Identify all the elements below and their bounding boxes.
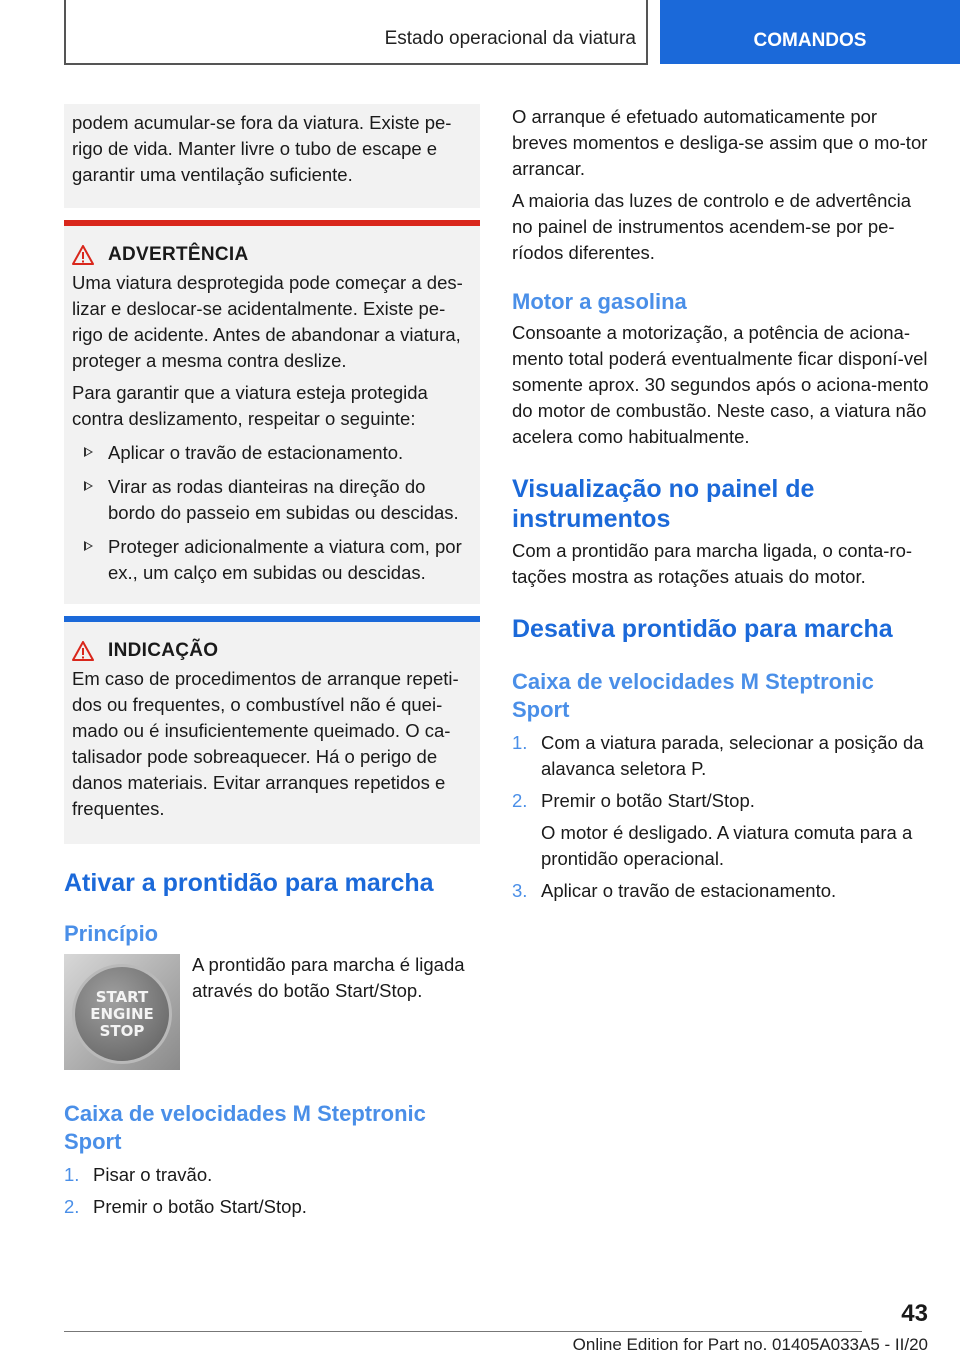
warning-box <box>64 220 480 604</box>
heading-visualizacao: Visualização no painel de instrumentos <box>512 475 815 533</box>
button-label: STOP <box>99 1021 145 1040</box>
right-column <box>512 104 930 904</box>
list-item: Virar as rodas dianteiras na direção do bordo do passeio em subidas ou descidas. <box>72 474 472 526</box>
list-item <box>64 1162 480 1188</box>
footer-rule <box>64 1331 862 1332</box>
right-paragraph-2: A maioria das luzes de controlo e de advertência no painel de instrumentos acendem-se por pe-ríodos diferentes. <box>512 190 912 263</box>
warning-title-text: ADVERTÊNCIA <box>108 244 249 265</box>
button-label: ENGINE <box>90 1004 154 1023</box>
warning-paragraph-2: Para garantir que a viatura esteja protegida contra deslizamento, respeitar o seguinte: <box>72 382 428 429</box>
principio-text: A prontidão para marcha é ligada através do botão Start/Stop. <box>192 954 465 1001</box>
step-number: 1. <box>512 732 528 753</box>
list-item <box>512 878 930 904</box>
warning-triangle-icon <box>72 641 94 661</box>
start-stop-button-face <box>72 964 172 1064</box>
header-chapter-tab[interactable]: COMANDOS <box>660 0 960 64</box>
step-text: Premir o botão Start/Stop. <box>93 1196 307 1217</box>
step-text: Premir o botão Start/Stop. <box>541 790 755 811</box>
list-item <box>512 730 930 782</box>
heading-ativar: Ativar a prontidão para marcha <box>64 869 434 897</box>
heading-principio: Princípio <box>64 921 159 946</box>
list-item: Proteger adicionalmente a viatura com, por ex., um calço em subidas ou descidas. <box>72 534 472 586</box>
note-box <box>64 616 480 844</box>
step-number: 2. <box>64 1196 80 1217</box>
note-paragraph: Em caso de procedimentos de arranque repeti-dos ou frequentes, o combustível não é quei-mado ou é insuficientemente queimado. O ca-talisador pode sobreaquecer. Há o perigo de danos materiais. Evitar arranques repetidos e frequentes. <box>72 668 459 819</box>
step-text: Com a viatura parada, selecionar a posição da alavanca seletora P. <box>541 732 924 779</box>
header-rule-right <box>646 0 648 64</box>
principio-row <box>64 954 480 1070</box>
header-rule-left <box>64 0 66 64</box>
steps-list-right <box>512 730 930 904</box>
note-title-text: INDICAÇÃO <box>108 640 219 661</box>
warning-paragraph-1: Uma viatura desprotegida pode começar a des-lizar e deslocar-se acidentalmente. Existe pe-rigo de acidente. Antes de abandonar a viatura, proteger a mesma contra deslize. <box>72 272 463 371</box>
list-item <box>512 788 930 814</box>
header-rule-bottom <box>64 63 648 65</box>
list-item: Aplicar o travão de estacionamento. <box>72 440 472 466</box>
step-number: 2. <box>512 790 528 811</box>
step-number: 3. <box>512 880 528 901</box>
heading-caixa-left: Caixa de velocidades M Steptronic Sport <box>64 1101 426 1154</box>
left-column <box>64 104 480 1220</box>
list-item <box>64 1194 480 1220</box>
button-label: START <box>95 987 149 1006</box>
visual-text: Com a prontidão para marcha ligada, o conta-ro-tações mostra as rotações atuais do motor. <box>512 540 913 587</box>
page-number: 43 <box>901 1300 928 1327</box>
motor-text: Consoante a motorização, a potência de aciona-mento total poderá eventualmente ficar disponí-vel somente aprox. 30 segundos após o aciona-mento do motor de combustão. Neste caso, a viatura não acelera como habitualmente. <box>512 322 929 447</box>
edition-text: Online Edition for Part no. 01405A033A5 - II/20 <box>572 1335 928 1354</box>
step-continuation: O motor é desligado. A viatura comuta para a prontidão operacional. <box>541 822 913 869</box>
heading-desativa: Desativa prontidão para marcha <box>512 615 893 643</box>
step-number: 1. <box>64 1164 80 1185</box>
right-paragraph-1: O arranque é efetuado automaticamente por breves momentos e desliga-se assim que o mo-tor arrancar. <box>512 106 928 179</box>
warning-triangle-icon <box>72 245 94 265</box>
start-stop-button-image <box>64 954 180 1070</box>
step-text: Aplicar o travão de estacionamento. <box>541 880 837 901</box>
header-section-title: Estado operacional da viatura <box>384 28 636 49</box>
step-text: Pisar o travão. <box>93 1164 213 1185</box>
heading-motor: Motor a gasolina <box>512 289 687 314</box>
intro-text: podem acumular-se fora da viatura. Existe pe-rigo de vida. Manter livre o tubo de escape e garantir uma ventilação suficiente. <box>72 112 452 185</box>
warning-title <box>72 244 472 266</box>
note-title <box>72 640 472 662</box>
heading-caixa-right: Caixa de velocidades M Steptronic Sport <box>512 669 874 722</box>
intro-box <box>64 104 480 208</box>
steps-list-left <box>64 1162 480 1220</box>
warning-list <box>72 440 472 586</box>
